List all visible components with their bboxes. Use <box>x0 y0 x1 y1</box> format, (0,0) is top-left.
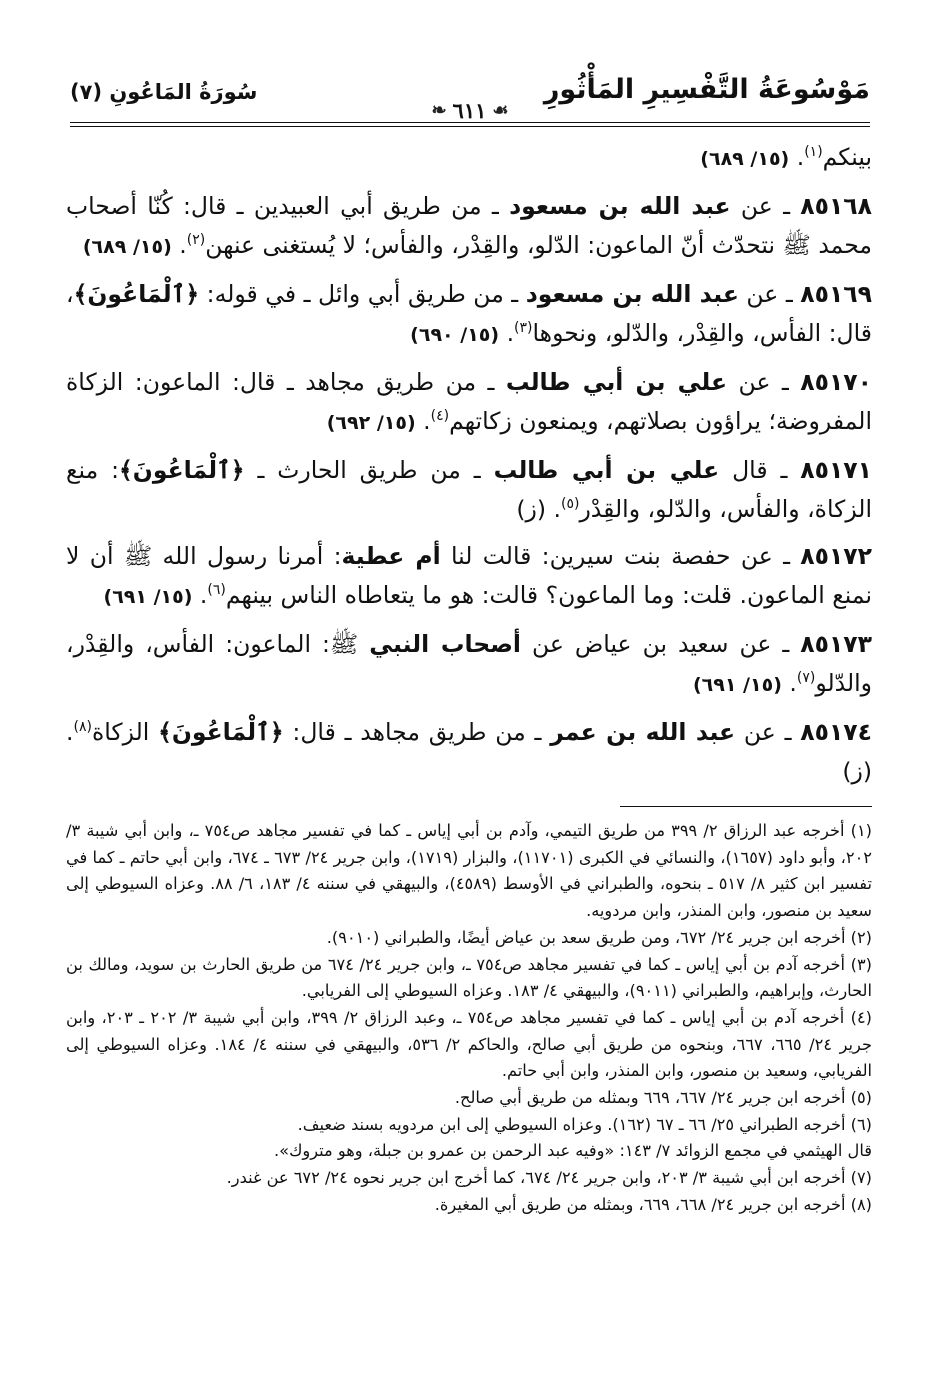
book-title: مَوْسُوعَةُ التَّفْسِيرِ المَأْثُورِ <box>543 74 870 105</box>
page-number-block <box>431 98 508 123</box>
text-segment: ـ من طريق مجاهد ـ قال: الماعون: الزكاة المفروضة؛ يراؤون بصلاتهم، ويمنعون زكاتهم <box>66 368 872 435</box>
narrator-name: أم عطية <box>341 542 441 570</box>
athar-paragraph <box>66 451 872 529</box>
text-segment: ـ من طريق أبي العبيدين ـ قال: كُنّا أصحاب محمد ﷺ نتحدّث أنّ الماعون: الدّلو، والقِدْر، والفأس؛ لا يُستغنى عنهن <box>66 192 872 259</box>
narrator-name: عبد الله بن مسعود <box>525 280 739 308</box>
footnotes <box>66 818 872 1219</box>
athar-paragraph <box>66 713 872 791</box>
cross-reference: (١٥/ ٦٨٩) <box>700 148 790 170</box>
quran-quote: ﴿ٱلْمَاعُونَ﴾ <box>158 718 284 746</box>
athar-number: ٨٥١٧٤ <box>800 718 872 746</box>
text-segment: ـ قال <box>719 456 801 484</box>
running-header <box>70 68 870 128</box>
footnote: (٧) أخرجه ابن أبي شيبة ٣/ ٢٠٣، وابن جرير ٢٤/ ٦٧٤، كما أخرج ابن جرير نحوه ٢٤/ ٦٧٢ عن غندر. <box>226 1168 872 1188</box>
text-segment: ـ عن <box>735 718 801 746</box>
footnote: (٣) أخرجه آدم بن أبي إياس ـ كما في تفسير مجاهد ص٧٥٤ ـ، وابن جرير ٢٤/ ٦٧٤ من طريق الحارث بن سويد، ومالك بن الحارث، وإبراهيم، والطبراني (٩٠١١)، والبيهقي ٤/ ١٨٣. وعزاه السيوطي إلى الفريابي. <box>66 954 872 1001</box>
footnote: (٨) أخرجه ابن جرير ٢٤/ ٦٦٨، ٦٦٩، وبمثله من طريق أبي المغيرة. <box>434 1194 872 1214</box>
athar-number: ٨٥١٧١ <box>800 456 872 484</box>
footnote-marker[interactable]: (٧) <box>796 670 816 687</box>
surah-title: سُورَةُ المَاعُونِ (٧) <box>70 80 258 104</box>
text-segment: ـ عن <box>730 192 801 220</box>
athar-number: ٨٥١٦٩ <box>800 280 872 308</box>
footnote: (٥) أخرجه ابن جرير ٢٤/ ٦٦٧، ٦٦٩ وبمثله من طريق أبي صالح. <box>454 1088 872 1108</box>
narrator-name: عبد الله بن عمر <box>550 718 736 746</box>
text-segment: . <box>499 319 515 347</box>
text-segment: . <box>415 407 431 435</box>
quran-quote: ﴿ٱلْمَاعُونَ﴾ <box>73 280 200 308</box>
cross-reference: (١٥/ ٦٩١) <box>692 674 782 696</box>
footnote-marker[interactable]: (٤) <box>430 408 450 425</box>
text-segment: ـ من طريق الحارث ـ <box>244 456 494 484</box>
cross-reference: (١٥/ ٦٩١) <box>103 586 193 608</box>
text-segment: : منع الزكاة، والفأس، والدّلو، والقِدْر <box>66 456 872 523</box>
text-segment: ﷺ: الماعون: الفأس، والقِدْر، والدّلو <box>66 630 872 697</box>
narrator-name: عبد الله بن مسعود <box>509 192 731 220</box>
text-segment: ـ من طريق مجاهد ـ قال: <box>283 718 551 746</box>
athar-number: ٨٥١٧٣ <box>800 630 872 658</box>
text-segment: ، قال: الفأس، والقِدْر، والدّلو، ونحوها <box>66 280 872 347</box>
footnote-marker[interactable]: (٣) <box>514 320 533 337</box>
text-segment: . <box>171 231 187 259</box>
athar-paragraph <box>66 275 872 355</box>
ornament-icon: ☙ <box>492 100 509 121</box>
athar-number: ٨٥١٦٨ <box>800 192 872 220</box>
text-segment: : أمرنا رسول الله ﷺ أن لا نمنع الماعون. قلت: وما الماعون؟ قالت: هو ما يتعاطاه الناس بينهم <box>66 542 872 609</box>
text-segment: . (ز) <box>516 495 561 523</box>
footnote-marker[interactable]: (٦) <box>207 582 226 599</box>
header-rule <box>70 122 870 123</box>
text-segment: . (ز) <box>66 718 872 785</box>
footnote-marker[interactable]: (٥) <box>560 496 580 513</box>
text-segment: ـ من طريق أبي وائل ـ في قوله: <box>199 280 526 308</box>
athar-paragraph <box>66 363 872 443</box>
text-segment: ـ عن <box>727 368 801 396</box>
text-segment: . <box>781 669 797 697</box>
athar-paragraph <box>66 625 872 705</box>
footnote-marker[interactable]: (٨) <box>73 719 92 736</box>
athar-number: ٨٥١٧٢ <box>800 542 872 570</box>
cross-reference: (١٥/ ٦٩٠) <box>410 324 500 346</box>
text-segment: بينكم <box>822 143 872 171</box>
text-segment: الزكاة <box>91 718 159 746</box>
footnote-marker[interactable]: (١) <box>804 144 823 161</box>
footnote: (٢) أخرجه ابن جرير ٢٤/ ٦٧٢، ومن طريق سعد بن عياض أيضًا، والطبراني (٩٠١٠). <box>326 927 872 947</box>
athar-paragraph <box>66 187 872 267</box>
athar-number: ٨٥١٧٠ <box>800 368 872 396</box>
footnote-marker[interactable]: (٢) <box>186 232 206 249</box>
text-segment: ـ عن حفصة بنت سيرين: قالت لنا <box>440 542 801 570</box>
narrator-name: علي بن أبي طالب <box>493 456 720 484</box>
cross-reference: (١٥/ ٦٨٩) <box>82 236 172 258</box>
footnote-separator <box>620 806 872 807</box>
narrator-name: أصحاب النبي <box>369 630 521 658</box>
narrator-name: علي بن أبي طالب <box>505 368 728 396</box>
main-text <box>66 138 872 799</box>
page-number: ٦١١ <box>452 98 487 123</box>
athar-paragraph <box>66 537 872 617</box>
text-segment: . <box>789 143 805 171</box>
cross-reference: (١٥/ ٦٩٢) <box>326 412 416 434</box>
footnote: قال الهيثمي في مجمع الزوائد ٧/ ١٤٣: «وفيه عبد الرحمن بن عمرو بن جبلة، وهو متروك». <box>274 1141 872 1161</box>
text-segment: ـ عن سعيد بن عياض عن <box>520 630 801 658</box>
text-segment: ـ عن <box>738 280 801 308</box>
quran-quote: ﴿ٱلْمَاعُونَ﴾ <box>119 456 245 484</box>
footnote: (٤) أخرجه آدم بن أبي إياس ـ كما في تفسير مجاهد ص٧٥٤ ـ، وعبد الرزاق ٢/ ٣٩٩، وابن أبي شيبة ٣/ ٢٠٢ ـ ٢٠٣، وابن جرير ٢٤/ ٦٦٥، ٦٦٧، وبنحوه من طريق أبي صالح، والحاكم ٢/ ٥٣٦، والبيهقي في سننه ٤/ ١٨٤. وعزاه السيوطي إلى الفريابي، وسعيد بن منصور، وابن المنذر، وابن أبي حاتم. <box>66 1007 872 1081</box>
footnote: (١) أخرجه عبد الرزاق ٢/ ٣٩٩ من طريق التيمي، وآدم بن أبي إياس ـ كما في تفسير مجاهد ص٧٥٤ ـ، وابن أبي شيبة ٣/ ٢٠٢، وأبو داود (١٦٥٧)، والنسائي في الكبرى (١١٧٠١)، والبزار (١٧١٩)، وابن جرير ٢٤/ ٦٧٣ ـ ٦٧٤، وابن أبي حاتم ـ كما في تفسير ابن كثير ٨/ ٥١٧ ـ بنحوه، والطبراني في الأوسط (٤٥٨٩)، والبيهقي في سننه ٤/ ١٨٣، ٦/ ٨٨. وعزاه السيوطي إلى سعيد بن منصور، وابن المنذر، وابن مردويه. <box>66 821 873 921</box>
athar-paragraph <box>66 138 872 179</box>
ornament-icon: ❧ <box>431 100 447 121</box>
footnote: (٦) أخرجه الطبراني ٢٥/ ٦٦ ـ ٦٧ (١٦٢). وعزاه السيوطي إلى ابن مردويه بسند ضعيف. <box>297 1114 872 1134</box>
header-rule-inner <box>70 126 870 127</box>
text-segment: . <box>192 581 208 609</box>
